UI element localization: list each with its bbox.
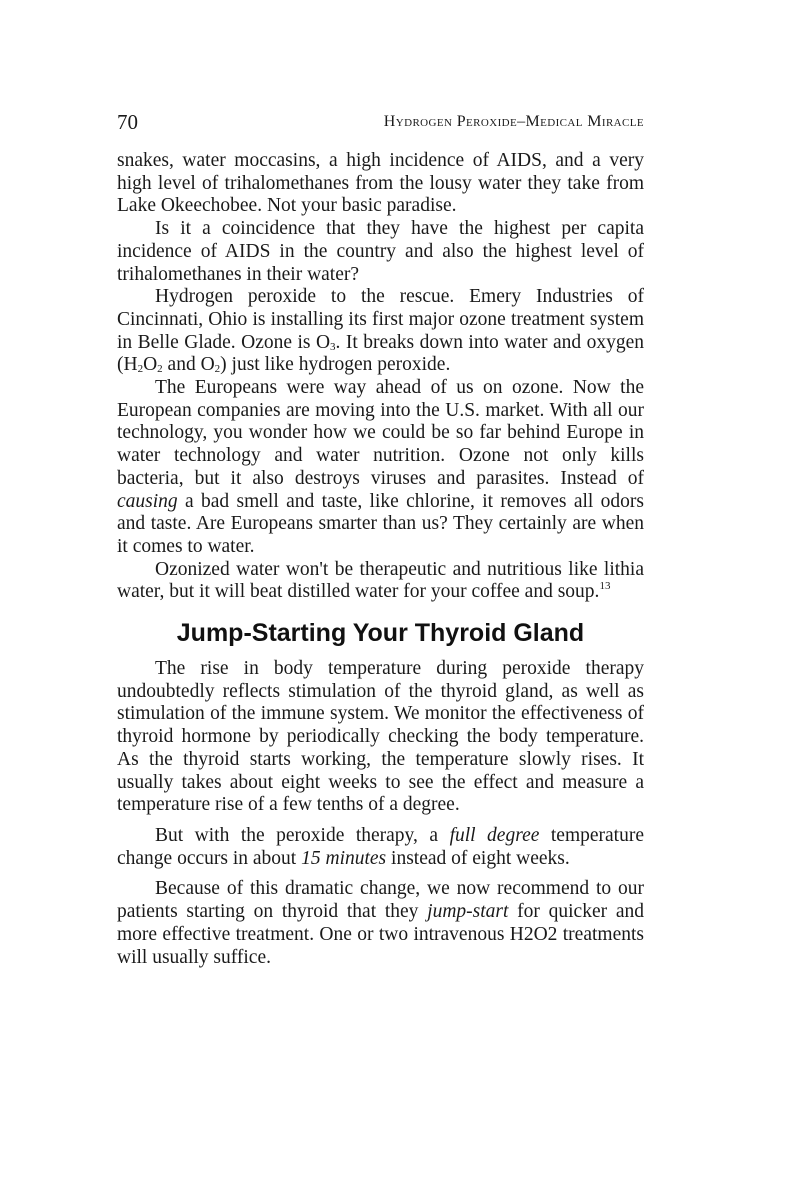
- running-title: Hydrogen Peroxide–Medical Miracle: [383, 113, 644, 130]
- paragraph-4-text-b: a bad smell and taste, like chlorine, it removes all odors and taste. Are Europeans smarter than us? They certainly are when it comes to water.: [117, 490, 644, 557]
- footnote-marker: 13: [599, 580, 611, 593]
- emphasis-causing: causing: [117, 490, 178, 512]
- paragraph-3: [117, 286, 644, 377]
- subscript-2c: 2: [214, 363, 221, 376]
- paragraph-3-text-a: Hydrogen peroxide to the rescue. Emery Industries of Cincinnati, Ohio is installing its first major ozone treatment system in Belle Glade. Ozone is O: [117, 286, 644, 353]
- section-heading: Jump-Starting Your Thyroid Gland: [176, 619, 585, 648]
- paragraph-3-text-d: and O: [162, 354, 215, 376]
- paragraph-3-text-c: O: [143, 354, 158, 376]
- paragraph-8-text-a: Because of this dramatic change, we now recommend to our patients starting on thyroid that they: [117, 878, 644, 923]
- emphasis-jump-start: jump-start: [427, 901, 509, 923]
- paragraph-1: snakes, water moccasins, a high incidence of AIDS, and a very high level of trihalomethanes from the lousy water they take from Lake Okeechobee. Not your basic paradise.: [117, 150, 644, 217]
- emphasis-full-degree: full degree: [449, 824, 540, 846]
- paragraph-5-text: Ozonized water won't be therapeutic and nutritious like lithia water, but it will beat distilled water for your coffee and soup.: [117, 558, 644, 603]
- paragraph-5: [117, 559, 644, 604]
- subscript-3: 3: [330, 340, 336, 353]
- paragraph-2: Is it a coincidence that they have the highest per capita incidence of AIDS in the country and also the highest level of trihalomethanes in their water?: [117, 218, 644, 285]
- paragraph-4: [117, 377, 644, 559]
- paragraph-4-text-a: The Europeans were way ahead of us on ozone. Now the European companies are moving into the U.S. market. With all our technology, you wonder how we could be so far behind Europe in water technology and water nutrition. Ozone not only kills bacteria, but it also destroys viruses and parasites. Instead of: [117, 377, 644, 489]
- page-number: 70: [117, 110, 138, 134]
- subscript-2a: 2: [137, 363, 144, 376]
- paragraph-7: [117, 825, 644, 870]
- page-header: [117, 108, 644, 138]
- paragraph-7-text-c: instead of eight weeks.: [386, 847, 570, 869]
- paragraph-7-text-b: temperature change occurs in about: [117, 824, 644, 869]
- paragraph-8: [117, 878, 644, 969]
- paragraph-8-text-b: for quicker and more effective treatment. One or two intravenous H2O2 treatments will usually suffice.: [117, 901, 644, 968]
- paragraph-3-text-e: ) just like hydrogen peroxide.: [220, 354, 451, 376]
- paragraph-6: The rise in body temperature during peroxide therapy undoubtedly reflects stimulation of the thyroid gland, as well as stimulation of the immune system. We monitor the effectiveness of thyroid hormone by periodically checking the body temperature. As the thyroid starts working, the temperature slowly rises. It usually takes about eight weeks to see the effect and measure a temperature rise of a few tenths of a degree.: [117, 658, 644, 816]
- subscript-2b: 2: [157, 363, 163, 376]
- paragraph-7-text-a: But with the peroxide therapy, a: [155, 824, 450, 846]
- paragraph-3-text-b: . It breaks down into water and oxygen (H: [117, 331, 644, 376]
- body-text: [117, 150, 644, 969]
- emphasis-15-minutes: 15 minutes: [301, 847, 387, 869]
